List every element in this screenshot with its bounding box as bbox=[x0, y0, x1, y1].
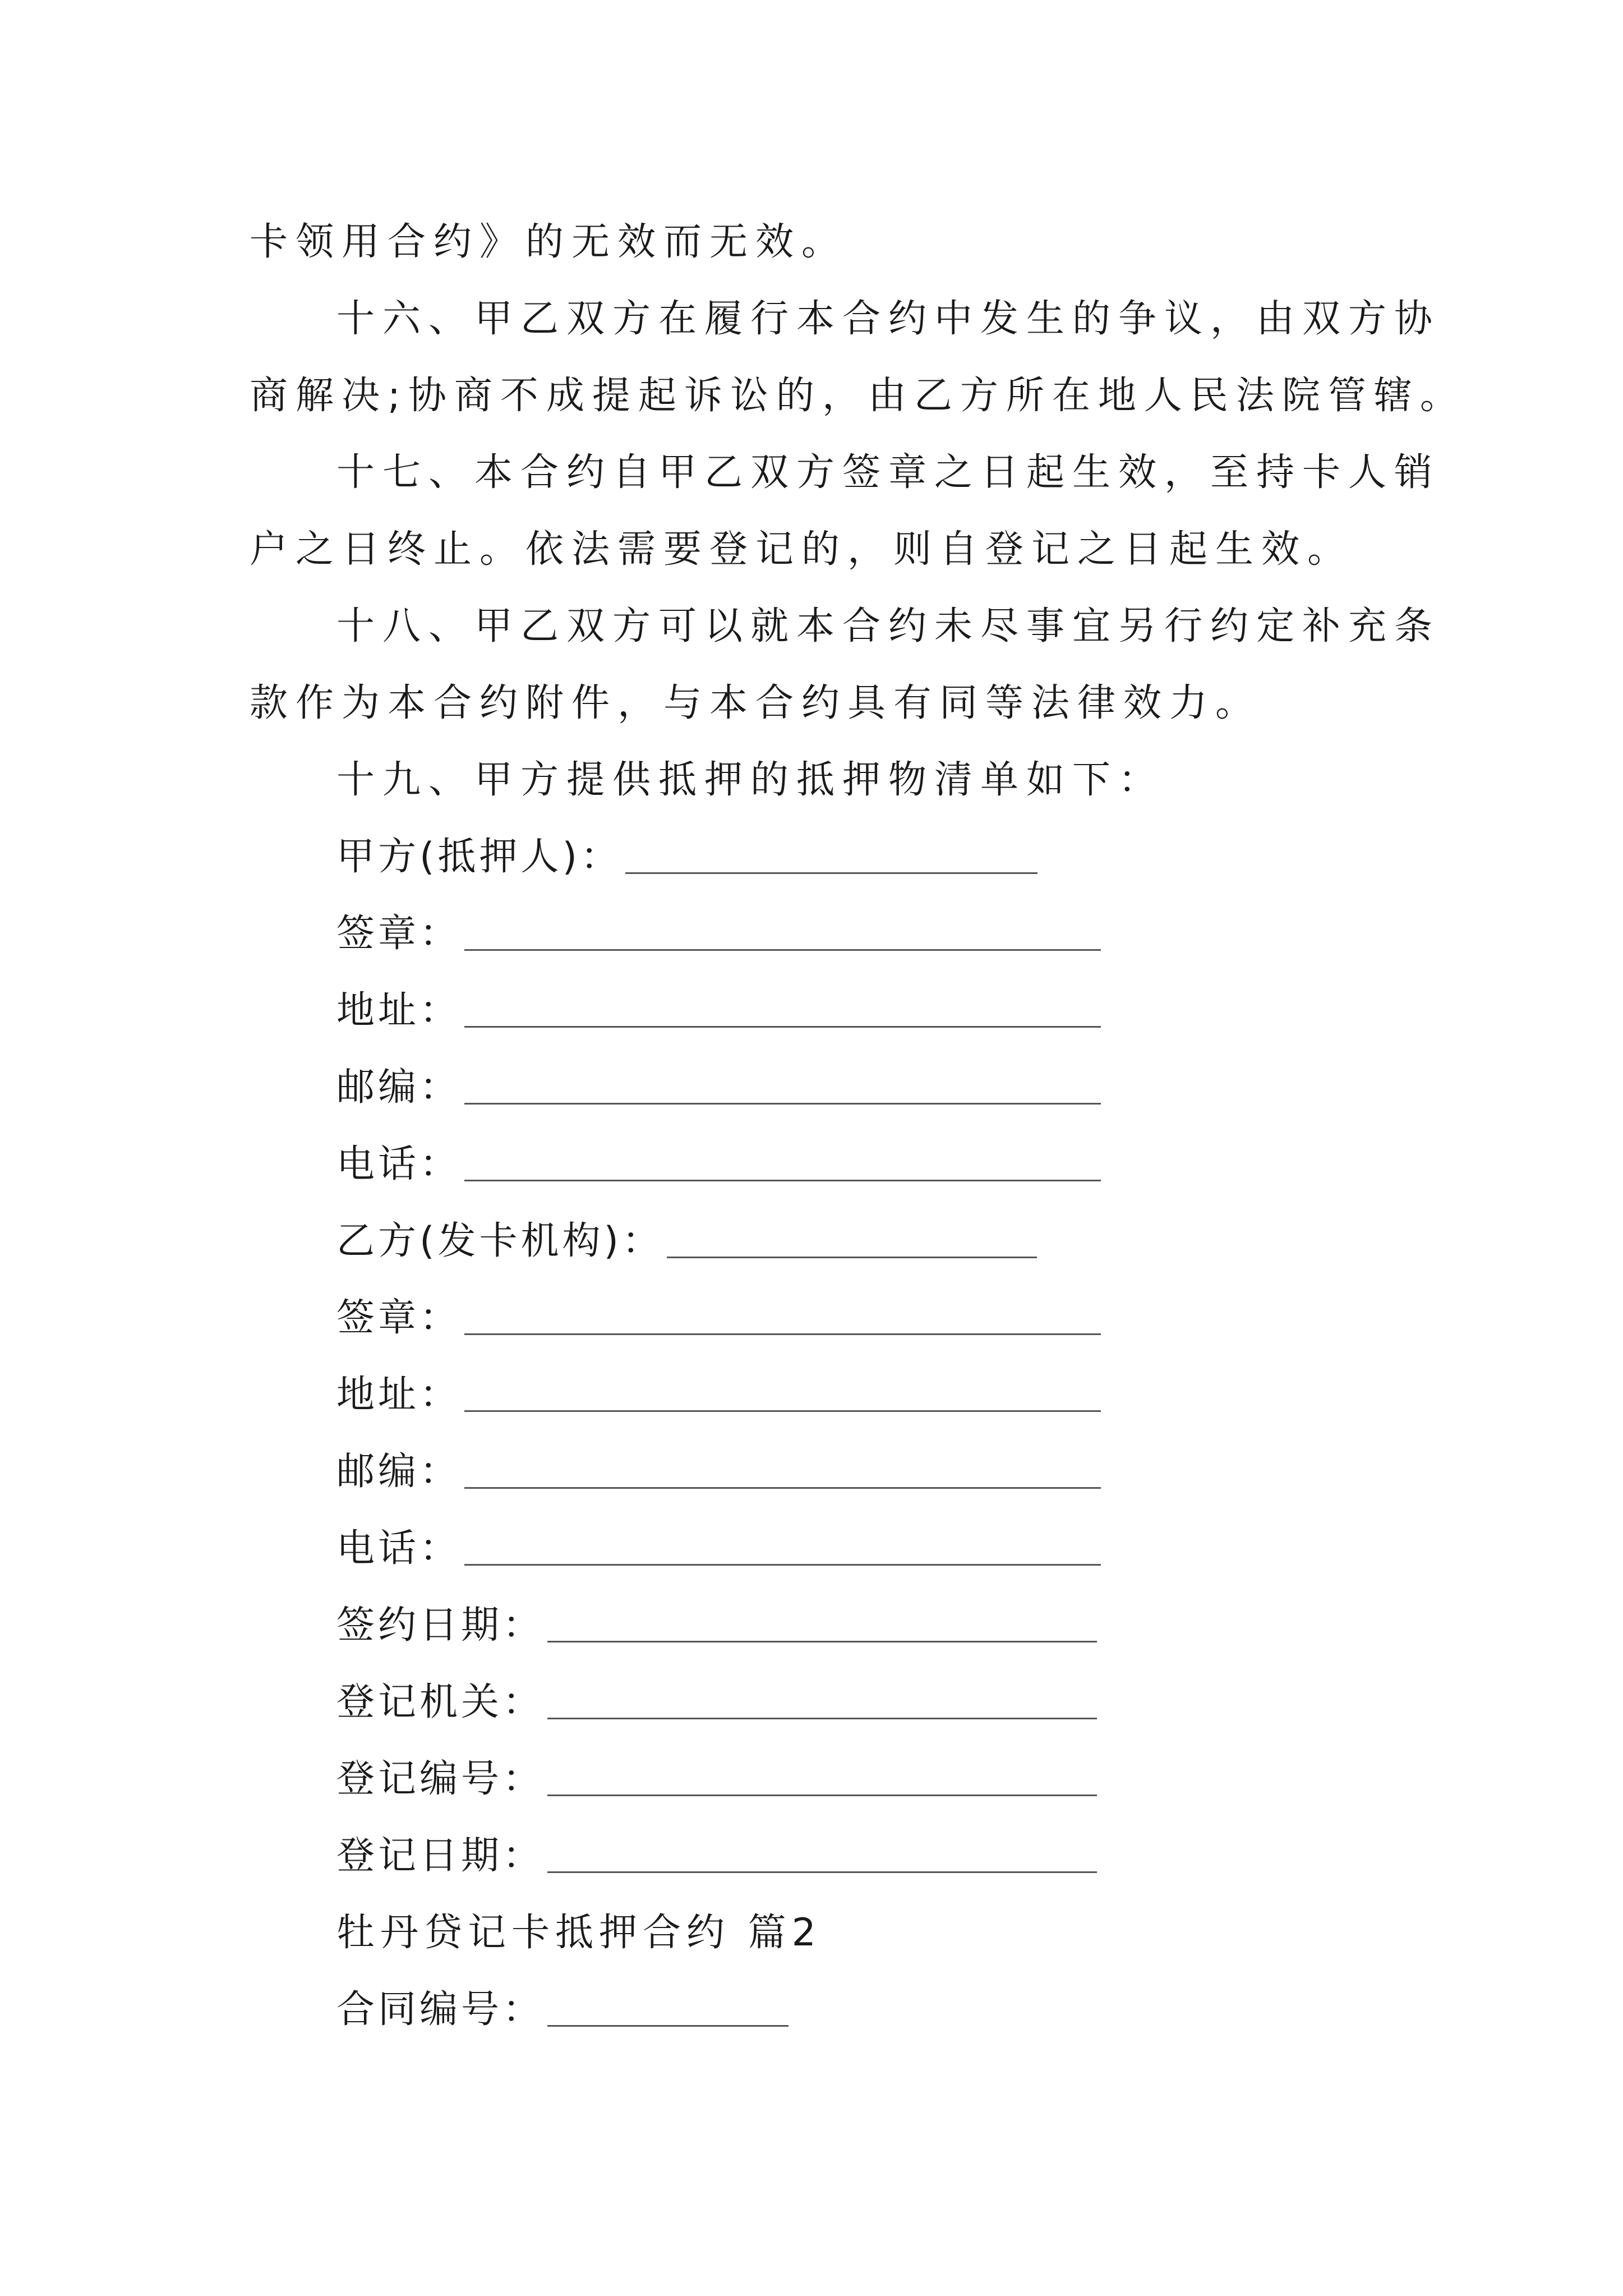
signing-date-label: 签约日期： bbox=[336, 1603, 545, 1648]
party-b-phone-label: 电话： bbox=[336, 1526, 462, 1571]
party-b-postcode-label: 邮编： bbox=[336, 1450, 462, 1494]
party-b-title: 乙方(发卡机构)： bbox=[336, 1219, 664, 1263]
registration-number-line bbox=[547, 1795, 1097, 1796]
party-a-postcode-label: 邮编： bbox=[336, 1065, 462, 1110]
party-a-address-label: 地址： bbox=[336, 988, 462, 1033]
section-heading: 牡丹贷记卡抵押合约 篇2 bbox=[336, 1911, 822, 1955]
paragraph-line: 卡领用合约》的无效而无效。 bbox=[250, 220, 848, 264]
registration-date-field bbox=[336, 1834, 1097, 1878]
contract-number-field bbox=[336, 1987, 789, 2032]
clause-18-line-1: 十八、甲乙双方可以就本合约未尽事宜另行约定补充条 bbox=[336, 604, 1441, 648]
contract-number-line bbox=[547, 2025, 789, 2027]
party-a-blank-line bbox=[625, 872, 1038, 874]
registration-date-line bbox=[547, 1871, 1097, 1873]
signing-date-line bbox=[547, 1641, 1097, 1642]
party-b-address-label: 地址： bbox=[336, 1373, 462, 1417]
party-b-address-field bbox=[336, 1373, 1101, 1417]
registration-number-label: 登记编号： bbox=[336, 1757, 545, 1801]
clause-16-line-2: 商解决;协商不成提起诉讼的，由乙方所在地人民法院管辖。 bbox=[250, 374, 1466, 418]
party-b-signature-label: 签章： bbox=[336, 1296, 462, 1340]
clause-17-line-2: 户之日终止。依法需要登记的，则自登记之日起生效。 bbox=[250, 527, 1354, 572]
clause-16-line-1: 十六、甲乙双方在履行本合约中发生的争议，由双方协 bbox=[336, 297, 1441, 341]
party-a-postcode-line bbox=[464, 1103, 1101, 1105]
party-a-signature-line bbox=[464, 949, 1101, 951]
party-a-phone-line bbox=[464, 1180, 1101, 1181]
party-b-address-line bbox=[464, 1410, 1101, 1412]
party-b-signature-line bbox=[464, 1333, 1101, 1335]
registration-authority-field bbox=[336, 1680, 1097, 1724]
clause-17-line-1: 十七、本合约自甲乙双方签章之日起生效，至持卡人销 bbox=[336, 450, 1441, 495]
signing-date-field bbox=[336, 1603, 1097, 1648]
clause-18-line-2: 款作为本合约附件，与本合约具有同等法律效力。 bbox=[250, 681, 1262, 725]
party-b-signature-field bbox=[336, 1296, 1101, 1340]
party-b-postcode-field bbox=[336, 1450, 1101, 1494]
party-a-postcode-field bbox=[336, 1065, 1101, 1110]
party-a-address-line bbox=[464, 1026, 1101, 1028]
clause-19-line: 十九、甲方提供抵押的抵押物清单如下： bbox=[336, 758, 1165, 802]
party-b-blank-line bbox=[667, 1257, 1037, 1258]
party-a-title-field bbox=[336, 835, 1038, 879]
registration-authority-label: 登记机关： bbox=[336, 1680, 545, 1724]
party-b-phone-line bbox=[464, 1564, 1101, 1566]
party-a-title: 甲方(抵押人)： bbox=[336, 835, 623, 879]
party-a-phone-label: 电话： bbox=[336, 1142, 462, 1186]
party-a-address-field bbox=[336, 988, 1101, 1033]
party-b-postcode-line bbox=[464, 1487, 1101, 1489]
party-a-signature-label: 签章： bbox=[336, 912, 462, 956]
party-b-title-field bbox=[336, 1219, 1037, 1263]
party-a-signature-field bbox=[336, 912, 1101, 956]
registration-date-label: 登记日期： bbox=[336, 1834, 545, 1878]
contract-number-label: 合同编号： bbox=[336, 1987, 545, 2032]
party-b-phone-field bbox=[336, 1526, 1101, 1571]
party-a-phone-field bbox=[336, 1142, 1101, 1186]
registration-authority-line bbox=[547, 1718, 1097, 1719]
registration-number-field bbox=[336, 1757, 1097, 1801]
